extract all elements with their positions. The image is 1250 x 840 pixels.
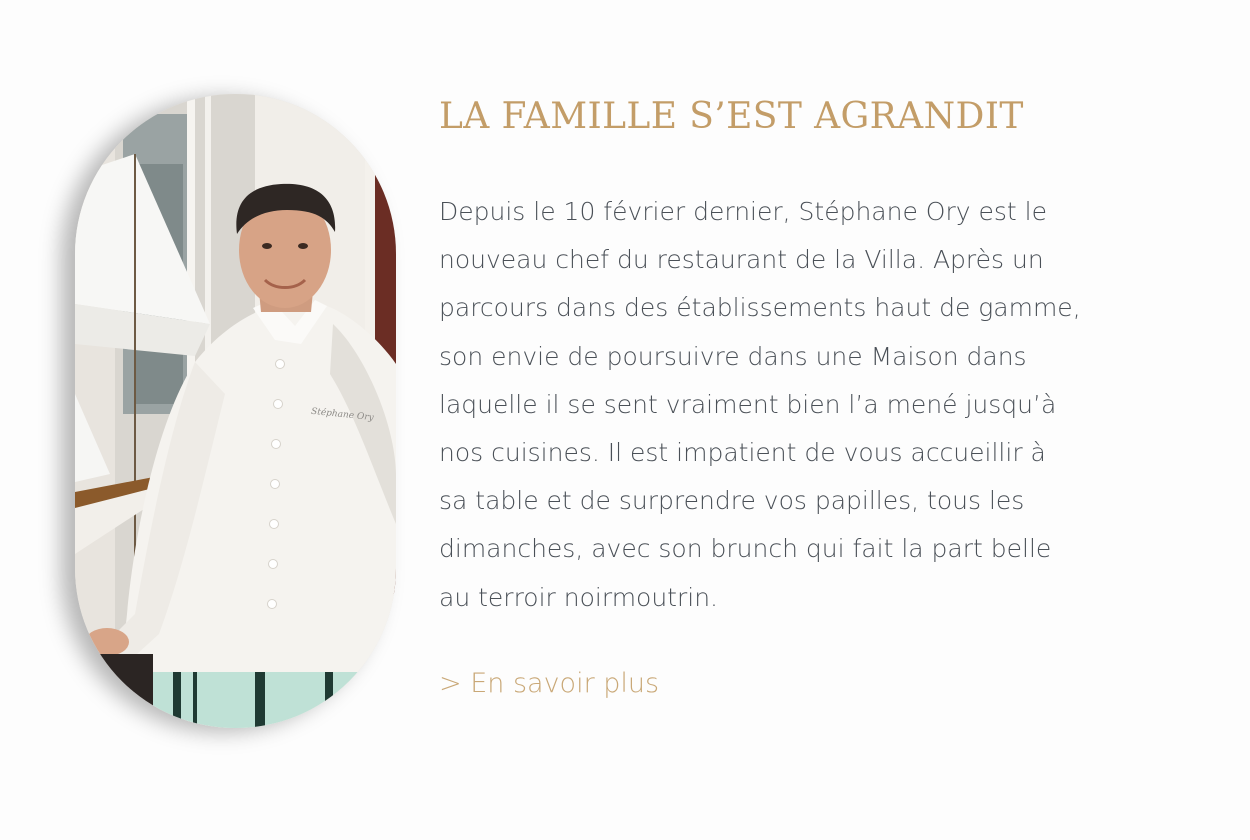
body-line: son envie de poursuivre dans une Maison dans [439,341,1027,371]
article-title: LA FAMILLE S’EST AGRANDIT [439,96,1024,137]
embroidered-name: Stéphane Ory [310,406,375,424]
body-line: sa table et de surprendre vos papilles, tous les [439,486,1025,516]
body-line: dimanches, avec son brunch qui fait la part belle [439,534,1052,564]
body-line: parcours dans des établissements haut de gamme, [439,293,1081,323]
body-line: laquelle il se sent vraiment bien l’a mené jusqu’à [439,389,1057,419]
read-more-link[interactable]: > En savoir plus [439,668,660,699]
chef-photo [75,94,396,728]
body-line: nouveau chef du restaurant de la Villa. Après un [439,245,1044,275]
article-body [439,188,1179,622]
body-line: Depuis le 10 février dernier, Stéphane Ory est le [439,197,1047,226]
body-line: au terroir noirmoutrin. [439,582,719,612]
body-line: nos cuisines. Il est impatient de vous accueillir à [439,438,1046,468]
